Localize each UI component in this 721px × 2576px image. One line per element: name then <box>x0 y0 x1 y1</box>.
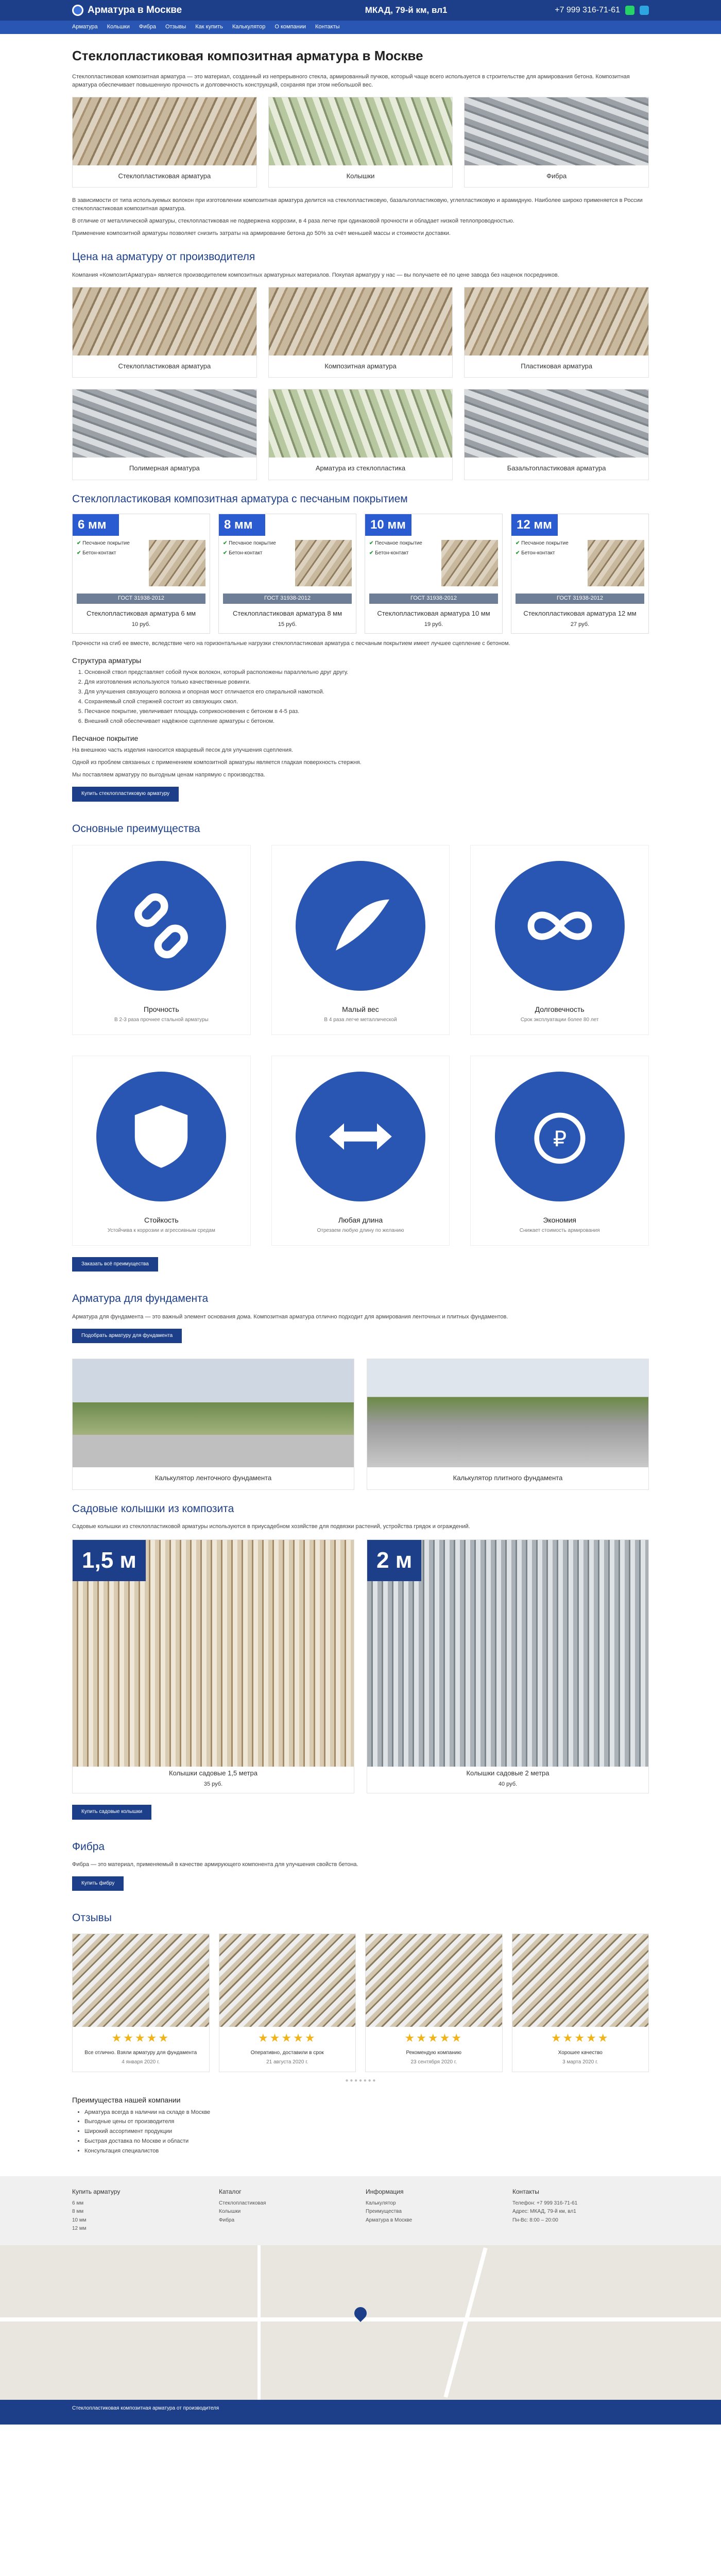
review-image <box>366 1934 502 2027</box>
paragraph: Компания «КомпозитАрматура» является производителем композитных арматурных материалов. Покупая арматуру у нас — вы получаете её по цене завода без наценок посредников. <box>72 272 559 278</box>
advantage-card <box>72 1056 251 1246</box>
star-rating-icon: ★★★★★ <box>404 2031 464 2044</box>
review-text: Оперативно, доставили в срок <box>250 2049 324 2056</box>
check-icon: ✔ <box>223 550 229 556</box>
check-icon: ✔ <box>516 550 522 556</box>
product-price: 15 руб. <box>278 621 297 628</box>
advantages-grid <box>72 845 649 1246</box>
review-text: Хорошее качество <box>558 2049 603 2056</box>
paragraph: Фибра — это материал, применяемый в качестве армирующего компонента для улучшения свойств бетона. <box>72 1861 358 1868</box>
footer-column <box>219 2188 355 2233</box>
product-name: Колышки садовые 1,5 метра <box>169 1769 258 1777</box>
feature-label: Песчаное покрытие <box>375 540 422 547</box>
feature-label: Песчаное покрытие <box>229 540 276 547</box>
menu-item[interactable]: Арматура <box>72 24 98 30</box>
product-image <box>465 97 648 165</box>
review-image <box>512 1934 649 2027</box>
advantage-title: Прочность <box>143 1005 179 1014</box>
product-name: Стеклопластиковая арматура 12 мм <box>523 609 637 618</box>
advantage-desc: Срок эксплуатации более 80 лет <box>520 1017 599 1023</box>
reviews-grid <box>72 1934 649 2072</box>
link-chain-icon <box>96 861 226 991</box>
list-item: 3. Для улучшения связующего волокна и опорная мост отличается его спиральной намоткой. <box>84 688 649 697</box>
product-image <box>73 97 256 165</box>
product-name: Колышки садовые 2 метра <box>466 1769 550 1777</box>
paragraph: На внешнюю часть изделия наносится кварцевый песок для улучшения сцепления. <box>72 747 294 754</box>
feature-label: Бетон-контакт <box>375 550 409 556</box>
peg-image <box>73 1540 354 1767</box>
section-title: Садовые колышки из композита <box>72 1502 234 1515</box>
product-name: Стеклопластиковая арматура 6 мм <box>86 609 196 618</box>
paragraph: Мы поставляем арматуру по выгодным ценам напрямую с производства. <box>72 772 265 778</box>
product-image <box>149 540 205 586</box>
list-item: • Консультация специалистов <box>84 2147 649 2156</box>
review-text: Все отлично. Взяли арматуру для фундамента <box>84 2049 197 2056</box>
review-card <box>72 1934 210 2072</box>
feature-item <box>223 540 292 548</box>
size-badge: 6 мм <box>73 514 119 536</box>
product-price: 27 руб. <box>570 621 590 628</box>
subsection-title: Преимущества нашей компании <box>72 2096 181 2105</box>
advantage-desc: В 4 раза легче металлической <box>324 1017 397 1023</box>
peg-card[interactable] <box>72 1539 354 1793</box>
advantage-title: Стойкость <box>144 1215 179 1224</box>
menu-item[interactable]: Кольшки <box>107 24 130 30</box>
review-text: Рекомендую компанию <box>406 2049 461 2056</box>
feature-item <box>369 550 438 557</box>
footer-column <box>366 2188 502 2233</box>
review-date: 4 января 2020 г. <box>122 2059 160 2065</box>
sand-rebar-card[interactable] <box>511 514 649 634</box>
feature-label: Песчаное покрытие <box>82 540 130 547</box>
footer-link[interactable]: Пн-Вс: 8:00 – 20:00 <box>512 2217 558 2223</box>
card-caption: Арматура из стеклопластика <box>315 464 406 472</box>
star-rating-icon: ★★★★★ <box>258 2031 317 2044</box>
sand-rebar-card[interactable] <box>365 514 503 634</box>
paragraph: Садовые колышки из стеклопластиковой арматуры используются в приусадебном хозяйстве для подвязки растений, устройства грядок и ограждений. <box>72 1523 470 1530</box>
logo-icon <box>72 5 83 16</box>
section-title: Отзывы <box>72 1912 112 1924</box>
feature-list <box>77 540 146 586</box>
list-item: 2. Для изготовления используются только качественные ровинги. <box>84 679 649 687</box>
list-item: • Выгодные цены от производителя <box>84 2118 649 2126</box>
foundation-image <box>367 1359 648 1467</box>
foundation-button[interactable]: Подобрать арматуру для фундамента <box>72 1329 182 1344</box>
footer-link[interactable]: Телефон: +7 999 316-71-61 <box>512 2200 578 2206</box>
footer-link[interactable]: 12 мм <box>72 2226 87 2232</box>
list-item: • Арматура всегда в наличии на складе в Москве <box>84 2109 649 2117</box>
section-title: Цена на арматуру от производителя <box>72 251 255 263</box>
shield-icon <box>96 1072 226 1201</box>
footer-heading: Купить арматуру <box>72 2188 121 2196</box>
check-icon: ✔ <box>223 540 229 547</box>
product-name: Стеклопластиковая арматура 10 мм <box>377 609 490 618</box>
product-price: 40 руб. <box>498 1781 518 1788</box>
paragraph: Применение композитной арматуры позволяет снизить затраты на армирование бетона до 50% за счёт меньшей массы и стоимости доставки. <box>72 230 451 237</box>
feather-icon <box>296 861 425 991</box>
review-date: 21 августа 2020 г. <box>266 2059 308 2065</box>
advantage-desc: В 2-3 раза прочнее стальной арматуры <box>114 1017 209 1023</box>
check-icon: ✔ <box>369 550 375 556</box>
menu-item[interactable]: О компании <box>274 24 306 30</box>
menu-item[interactable]: Фибра <box>139 24 156 30</box>
piggy-bank-icon <box>495 1072 625 1201</box>
feature-label: Бетон-контакт <box>521 550 555 556</box>
star-rating-icon: ★★★★★ <box>551 2031 610 2044</box>
footer-link[interactable]: Стеклопластиковая <box>219 2200 266 2206</box>
check-icon: ✔ <box>369 540 375 547</box>
menu-item[interactable]: Как купить <box>195 24 223 30</box>
menu-item[interactable]: Контакты <box>315 24 340 30</box>
card-body <box>219 536 356 590</box>
peg-card[interactable] <box>367 1539 649 1793</box>
check-icon: ✔ <box>516 540 522 547</box>
list-item: • Быстрая доставка по Москве и области <box>84 2138 649 2146</box>
product-card[interactable] <box>464 389 649 480</box>
advantage-title: Малый вес <box>342 1005 379 1014</box>
calculator-card[interactable] <box>367 1359 649 1490</box>
product-card[interactable] <box>464 287 649 378</box>
whatsapp-icon[interactable] <box>625 6 634 15</box>
subsection-title: Песчаное покрытие <box>72 734 139 743</box>
advantage-desc: Отрезаем любую длину по желанию <box>317 1228 404 1234</box>
feature-list <box>223 540 292 586</box>
why-list <box>84 2109 649 2156</box>
logo-text: Арматура в Москве <box>88 5 182 16</box>
section-title: Стеклопластиковая композитная арматура с песчаным покрытием <box>72 493 408 505</box>
feature-item <box>223 550 292 557</box>
sand-rebar-grid <box>72 514 649 634</box>
buy-pegs-button[interactable]: Купить садовые колышки <box>72 1805 151 1820</box>
footer-heading: Каталог <box>219 2188 242 2196</box>
list-item: • Широкий ассортимент продукции <box>84 2128 649 2136</box>
paragraph: Арматура для фундамента — это важный элемент основания дома. Композитная арматура отлично подходит для армирования ленточных и плитных фундаментов. <box>72 1313 508 1320</box>
feature-list <box>516 540 585 586</box>
card-body <box>365 536 502 590</box>
footer-link[interactable]: 6 мм <box>72 2200 84 2206</box>
product-name: Стеклопластиковая арматура 8 мм <box>232 609 342 618</box>
advantage-card <box>271 845 450 1035</box>
feature-item <box>516 540 585 548</box>
advantage-card <box>271 1056 450 1246</box>
section-title: Основные преимущества <box>72 822 200 835</box>
advantage-card <box>470 845 649 1035</box>
subsection-title: Структура арматуры <box>72 656 142 665</box>
product-card[interactable] <box>72 287 257 378</box>
type-card[interactable] <box>268 97 453 188</box>
product-image <box>73 389 256 457</box>
card-caption: Композитная арматура <box>324 362 397 370</box>
address: МКАД, 79-й км, вл1 <box>365 5 448 15</box>
product-image <box>269 389 453 457</box>
footer-link[interactable]: Колышки <box>219 2209 241 2215</box>
section-title: Арматура для фундамента <box>72 1293 209 1305</box>
size-badge: 12 мм <box>511 514 558 536</box>
feature-item <box>77 550 146 557</box>
product-price: 35 руб. <box>203 1781 223 1788</box>
review-card <box>365 1934 503 2072</box>
size-badge: 10 мм <box>365 514 411 536</box>
main-menu <box>0 21 721 34</box>
feature-label: Бетон-контакт <box>82 550 116 556</box>
card-caption: Стеклопластиковая арматура <box>118 172 211 180</box>
advantage-title: Экономия <box>543 1215 576 1224</box>
advantage-desc: Снижает стоимость армирования <box>519 1228 600 1234</box>
feature-item <box>77 540 146 548</box>
section-title: Фибра <box>72 1840 105 1853</box>
footer-link[interactable]: 10 мм <box>72 2217 87 2223</box>
feature-label: Песчаное покрытие <box>521 540 569 547</box>
card-body <box>73 536 210 590</box>
review-image <box>73 1934 209 2027</box>
sand-rebar-card[interactable] <box>72 514 210 634</box>
length-badge: 1,5 м <box>73 1540 146 1581</box>
list-item: 6. Внешний слой обеспечивает надёжное сцепление арматуры с бетоном. <box>84 718 649 726</box>
feature-label: Бетон-контакт <box>229 550 263 556</box>
footer-link[interactable]: Фибра <box>219 2217 235 2223</box>
product-card[interactable] <box>268 287 453 378</box>
footer-heading: Информация <box>366 2188 404 2196</box>
paragraph: Прочности на сгиб ее вместе, вследствие чего на горизонтальные нагрузки стеклопластиковая арматура с песчаным покрытием имеет лучшее сцепление с бетоном. <box>72 640 510 647</box>
advantage-card <box>470 1056 649 1246</box>
check-icon: ✔ <box>77 540 83 547</box>
paragraph: В отличие от металлической арматуры, стеклопластиковая не подвержена коррозии, в 4 раза легче при одинаковой прочности и обладает низкой теплопроводностью. <box>72 218 514 225</box>
foundation-image <box>73 1359 354 1467</box>
feature-list <box>369 540 438 586</box>
product-price: 10 руб. <box>131 621 151 628</box>
gost-badge: ГОСТ 31938-2012 <box>223 594 352 604</box>
product-image <box>465 287 648 355</box>
advantage-desc: Устойчива к коррозии и агрессивным средам <box>107 1228 215 1234</box>
review-date: 3 марта 2020 г. <box>562 2059 598 2065</box>
footer-link[interactable]: Калькулятор <box>366 2200 396 2206</box>
paragraph: Одной из проблем связанных с применением композитной арматуры является гладкая поверхность стержня. <box>72 759 362 766</box>
card-caption: Базальтопластиковая арматура <box>507 464 606 472</box>
calculator-card[interactable] <box>72 1359 354 1490</box>
advantage-title: Долговечность <box>535 1005 585 1014</box>
logo[interactable] <box>72 3 258 18</box>
infinity-icon <box>495 861 625 991</box>
list-item: 4. Сохраняемый слой стержней состоит из связующих смол. <box>84 698 649 706</box>
phone-number[interactable]: +7 999 316-71-61 <box>555 6 620 15</box>
star-rating-icon: ★★★★★ <box>111 2031 170 2044</box>
product-image <box>269 97 453 165</box>
type-card[interactable] <box>464 97 649 188</box>
product-image <box>465 389 648 457</box>
sand-rebar-card[interactable] <box>218 514 356 634</box>
footer-link[interactable]: Преимущества <box>366 2209 402 2215</box>
gost-badge: ГОСТ 31938-2012 <box>369 594 498 604</box>
card-caption: Фибра <box>546 172 567 180</box>
card-caption: Калькулятор ленточного фундамента <box>154 1474 272 1482</box>
feature-item <box>516 550 585 557</box>
card-caption: Полимерная арматура <box>129 464 200 472</box>
product-image <box>269 287 453 355</box>
bottom-bar: Стеклопластиковая композитная арматура от производителя <box>0 2400 721 2425</box>
buy-rebar-button[interactable]: Купить стеклопластиковую арматуру <box>72 787 179 802</box>
card-caption: Стеклопластиковая арматура <box>118 362 211 370</box>
menu-item[interactable]: Отзывы <box>165 24 186 30</box>
product-image <box>588 540 644 586</box>
product-card[interactable] <box>268 389 453 480</box>
footer <box>0 2176 721 2424</box>
card-body <box>511 536 648 590</box>
svg-text:₽: ₽ <box>553 1126 566 1152</box>
paragraph: Стеклопластиковая композитная арматура — это материал, созданный из непрерывного стекла, армированный пучков, который чаще всего используется в строительстве для армирования бетона. Композитная арматура обеспечивает повышенную прочность и долговечность конструкций, сохраняя при этом небольшой вес. <box>72 73 630 88</box>
review-date: 23 сентября 2020 г. <box>410 2059 457 2065</box>
product-image <box>73 287 256 355</box>
advantage-card <box>72 845 251 1035</box>
card-caption: Пластиковая арматура <box>521 362 593 370</box>
order-advantages-button[interactable]: Заказать всё преимущества <box>72 1257 158 1272</box>
top-header <box>0 0 721 21</box>
card-caption: Колышки <box>346 172 375 180</box>
feature-item <box>369 540 438 548</box>
size-badge: 8 мм <box>219 514 265 536</box>
card-caption: Калькулятор плитного фундамента <box>453 1474 563 1482</box>
review-card <box>219 1934 356 2072</box>
paragraph: В зависимости от типа используемых волокон при изготовлении композитная арматура делится на стеклопластиковую, базальтопластиковую, углепластиковую и арамидную. Наиболее широко применяется в России стеклопластиковая композитная арматура. <box>72 197 643 212</box>
map[interactable] <box>0 2245 721 2400</box>
telegram-icon[interactable] <box>640 6 649 15</box>
phone[interactable] <box>555 4 649 16</box>
list-item: 1. Основной ствол представляет собой пучок волокон, который расположены параллельно друг другу. <box>84 669 649 677</box>
product-price: 19 руб. <box>424 621 443 628</box>
peg-image <box>367 1540 648 1767</box>
gost-badge: ГОСТ 31938-2012 <box>77 594 205 604</box>
footer-link[interactable]: Адрес: МКАД, 79-й км, вл1 <box>512 2209 576 2215</box>
carousel-dots[interactable]: ● ● ● ● ● ● ● <box>345 2077 376 2083</box>
review-image <box>219 1934 356 2027</box>
length-badge: 2 м <box>367 1540 421 1581</box>
product-card[interactable] <box>72 389 257 480</box>
gost-badge: ГОСТ 31938-2012 <box>516 594 644 604</box>
page-title: Стеклопластиковая композитная арматура в Москве <box>72 48 423 63</box>
menu-item[interactable]: Калькулятор <box>232 24 266 30</box>
buy-fiber-button[interactable]: Купить фибру <box>72 1876 124 1891</box>
list-item: 5. Песчаное покрытие, увеличивает площадь соприкосновения с бетоном в 4-5 раз. <box>84 708 649 716</box>
check-icon: ✔ <box>77 550 83 556</box>
structure-list <box>84 669 649 726</box>
footer-column <box>72 2188 209 2233</box>
type-card[interactable] <box>72 97 257 188</box>
product-image <box>441 540 498 586</box>
footer-heading: Контакты <box>512 2188 539 2196</box>
product-image <box>295 540 352 586</box>
footer-link[interactable]: 8 мм <box>72 2209 84 2215</box>
double-arrow-icon <box>296 1072 425 1201</box>
footer-column <box>512 2188 649 2233</box>
review-card <box>512 1934 649 2072</box>
footer-link[interactable]: Арматура в Москве <box>366 2217 413 2223</box>
advantage-title: Любая длина <box>338 1215 383 1224</box>
